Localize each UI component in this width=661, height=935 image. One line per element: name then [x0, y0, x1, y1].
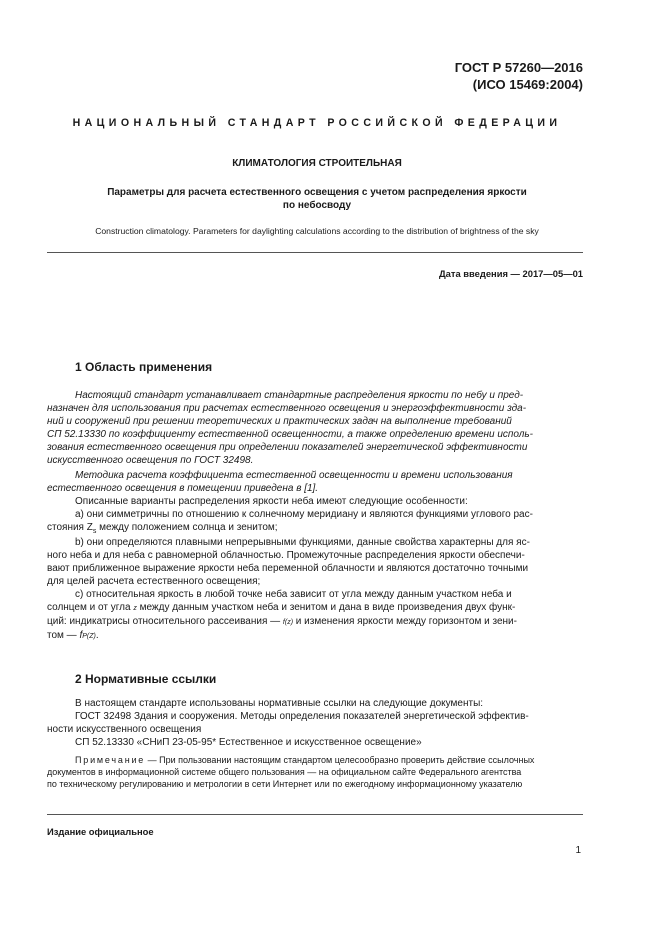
text-line: ГОСТ 32498 Здания и сооружения. Методы определения показателей энергетической эффектив- — [75, 711, 529, 722]
standard-number-block — [455, 59, 583, 93]
text-line: a) они симметричны по отношению к солнечному меридиану и являются функциями углового рас- — [75, 509, 533, 520]
list-item-c — [47, 588, 583, 643]
text-line: назначен для использования при расчетах естественного освещения и энергоэффективности зда- — [47, 403, 527, 414]
text-fragment: солнцем и от угла — [47, 602, 134, 613]
text-line — [47, 601, 583, 615]
text-line: по техническому регулированию и метрологии в сети Интернет или по ежегодному информационному указателю — [47, 779, 523, 789]
text-line: Методика расчета коэффициента естественной освещенности и времени использования — [75, 470, 513, 481]
official-edition-label: Издание официальное — [47, 826, 154, 837]
iso-number: (ИСО 15469:2004) — [472, 77, 583, 92]
text-line: c) относительная яркость в любой точке неба зависит от угла между данным участком неба и — [75, 589, 512, 600]
subtitle-line-1: Параметры для расчета естественного освещения с учетом распределения яркости — [107, 187, 527, 198]
text-line: СП 52.13330 «СНиП 23-05-95* Естественное и искусственное освещение» — [75, 737, 422, 748]
text-fragment: между данным участком неба и зенитом и дана в виде произведения двух функ- — [136, 602, 516, 613]
function-f: f — [79, 630, 83, 641]
text-line: СП 52.13330 по коэффициенту естественной освещенности, а также определению времени исполь- — [47, 429, 533, 440]
section-1-heading: 1 Область применения — [75, 360, 213, 374]
subtitle-line-2: по небосводу — [282, 200, 352, 211]
section-1-paragraph-3 — [75, 495, 583, 508]
text-fragment: . — [95, 630, 99, 641]
text-line: зования естественного освещения при определении показателей энергетической эффективности — [47, 442, 528, 453]
title-divider — [47, 252, 583, 253]
page-number: 1 — [575, 845, 581, 856]
text-line: b) они определяются плавными непрерывными функциями, данные свойства характерны для яс- — [75, 537, 530, 548]
document-subtitle — [60, 186, 574, 212]
national-standard-heading: НАЦИОНАЛЬНЫЙ СТАНДАРТ РОССИЙСКОЙ ФЕДЕРАЦИИ — [72, 117, 562, 129]
note-label: Примечание — [75, 755, 146, 765]
text-line: ний и сооружений при решении теоретических и практических задач на выполнение требований — [47, 416, 512, 427]
subscript: s — [92, 528, 97, 535]
section-2-heading: 2 Нормативные ссылки — [75, 672, 217, 686]
text-line: естественного освещения в помещении приведена в [1]. — [47, 483, 319, 494]
text-line: Настоящий стандарт устанавливает стандартные распределения яркости по небу и пред- — [75, 390, 524, 401]
text-fragment: том — — [47, 630, 80, 641]
text-line: искусственного освещения по ГОСТ 32498. — [47, 455, 254, 466]
text-fragment: стояния Z — [47, 522, 93, 533]
text-line — [47, 754, 583, 766]
function-arg: (Z) — [86, 633, 96, 640]
note-block — [47, 754, 583, 790]
footer-divider — [47, 814, 583, 815]
function-f-z: f(z) — [282, 619, 294, 626]
text-line — [47, 615, 583, 629]
list-item-b — [47, 536, 583, 588]
text-line: для целей расчета естественного освещения; — [47, 576, 261, 587]
text-line: ного неба и для неба с равномерной облачностью. Промежуточные распределения яркости обеспечи- — [47, 550, 525, 561]
text-line: вают приближенное выражение яркости неба переменной облачности и являются достаточно точными — [47, 563, 529, 574]
text-line: документов в информационной системе общего пользования — на официальном сайте Федерального агентства — [47, 767, 522, 777]
introduction-date: Дата введения — 2017—05—01 — [438, 268, 583, 279]
section-1-paragraph-1 — [47, 389, 583, 467]
section-1-paragraph-2 — [47, 469, 583, 495]
text-fragment: ций: индикатрисы относительного рассеивания — — [47, 616, 283, 627]
subscript: P — [82, 633, 87, 640]
text-line — [47, 629, 583, 643]
english-title: Construction climatology. Parameters for daylighting calculations according to the distribution of brightness of the sky — [95, 226, 539, 236]
text-line: В настоящем стандарте использованы нормативные ссылки на следующие документы: — [75, 698, 484, 709]
text-fragment: и изменения яркости между горизонтом и зени- — [293, 616, 517, 627]
gost-number: ГОСТ Р 57260—2016 — [454, 60, 583, 75]
document-title: КЛИМАТОЛОГИЯ СТРОИТЕЛЬНАЯ — [232, 158, 402, 169]
section-2-references — [47, 697, 583, 749]
text-line: ности искусственного освещения — [47, 724, 202, 735]
variable-z: z — [133, 605, 137, 612]
text-line: Описанные варианты распределения яркости неба имеют следующие особенности: — [75, 496, 468, 507]
text-fragment: между положением солнца и зенитом; — [96, 522, 278, 533]
list-item-a — [47, 508, 583, 538]
text-fragment: — При пользовании настоящим стандартом целесообразно проверить действие ссылочных — [145, 755, 535, 765]
